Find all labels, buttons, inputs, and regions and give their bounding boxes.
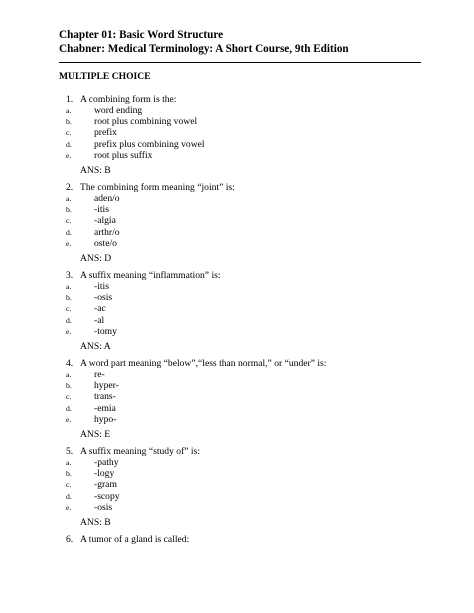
choice-text: prefix	[94, 127, 117, 139]
choice-text: -itis	[94, 281, 109, 292]
answer-choice	[0, 381, 300, 391]
answer-choice	[0, 106, 300, 116]
choice-text: root plus suffix	[94, 149, 153, 161]
answer-choice	[0, 327, 300, 337]
question-number: 2.	[66, 182, 74, 193]
choice-text: hyper-	[94, 380, 119, 392]
choice-text: root plus combining vowel	[94, 116, 198, 128]
answer-key: ANS: B	[80, 517, 111, 528]
answer-choice	[0, 117, 300, 127]
answer-choice	[0, 151, 300, 161]
question-stem: A suffix meaning “inflammation” is:	[80, 270, 221, 281]
answer-choice	[0, 458, 300, 468]
choice-text: oste/o	[94, 237, 117, 249]
answer-choice	[0, 216, 300, 226]
answer-choice	[0, 205, 300, 215]
choice-letter: c.	[66, 304, 72, 314]
choice-letter: c.	[66, 128, 72, 138]
choice-letter: a.	[66, 106, 72, 115]
choice-letter: b.	[66, 469, 72, 479]
question-stem: A word part meaning “below”,“less than normal,” or “under” is:	[80, 358, 327, 369]
choice-text: arthr/o	[94, 226, 120, 238]
answer-choice	[0, 480, 300, 490]
choice-letter: c.	[66, 216, 72, 226]
choice-text: -osis	[94, 501, 113, 513]
choice-letter: b.	[66, 205, 72, 215]
choice-text: hypo-	[94, 413, 117, 425]
answer-choice	[0, 469, 300, 479]
choice-text: -al	[94, 314, 105, 326]
answer-choice	[0, 404, 300, 414]
question-stem: The combining form meaning “joint” is:	[80, 182, 235, 193]
choice-text: -gram	[94, 479, 117, 491]
question-number: 1.	[66, 94, 74, 105]
chapter-title: Chapter 01: Basic Word Structure	[59, 29, 224, 41]
choice-text: -itis	[94, 204, 109, 216]
choice-letter: c.	[66, 392, 72, 402]
choice-letter: d.	[66, 315, 72, 325]
answer-choice	[0, 140, 300, 150]
choice-letter: a.	[66, 370, 72, 379]
answer-choice	[0, 282, 300, 292]
answer-choice	[0, 392, 300, 402]
choice-letter: b.	[66, 293, 72, 303]
answer-key: ANS: A	[80, 341, 111, 352]
choice-letter: e.	[66, 238, 72, 248]
choice-letter: d.	[66, 227, 72, 237]
answer-choice	[0, 415, 300, 425]
question-number: 4.	[66, 358, 74, 369]
choice-text: -ac	[94, 303, 106, 315]
choice-text: -tomy	[94, 325, 117, 337]
choice-text: -osis	[94, 292, 113, 304]
choice-letter: e.	[66, 502, 72, 512]
choice-text: -pathy	[94, 457, 119, 468]
choice-letter: d.	[66, 139, 72, 149]
choice-letter: e.	[66, 326, 72, 336]
question-stem: A suffix meaning “study of” is:	[80, 446, 200, 457]
choice-letter: c.	[66, 480, 72, 490]
choice-letter: d.	[66, 403, 72, 413]
answer-choice	[0, 293, 300, 303]
choice-text: -logy	[94, 468, 115, 480]
answer-key: ANS: B	[80, 165, 111, 176]
choice-letter: e.	[66, 150, 72, 160]
choice-text: -algia	[94, 215, 116, 227]
answer-choice	[0, 304, 300, 314]
book-title: Chabner: Medical Terminology: A Short Course, 9th Edition	[59, 43, 349, 55]
choice-text: -scopy	[94, 490, 120, 502]
document-header	[59, 28, 419, 56]
choice-text: -emia	[94, 402, 116, 414]
answer-key: ANS: E	[80, 429, 111, 440]
question-number: 3.	[66, 270, 74, 281]
answer-choice	[0, 492, 300, 502]
choice-letter: a.	[66, 458, 72, 467]
choice-letter: b.	[66, 381, 72, 391]
choice-letter: b.	[66, 117, 72, 127]
answer-key: ANS: D	[80, 253, 112, 264]
choice-letter: a.	[66, 282, 72, 291]
choice-text: word ending	[94, 105, 143, 116]
choice-letter: a.	[66, 194, 72, 203]
question-stem: A tumor of a gland is called:	[80, 534, 190, 545]
answer-choice	[0, 370, 300, 380]
answer-choice	[0, 128, 300, 138]
answer-choice	[0, 316, 300, 326]
answer-choice	[0, 228, 300, 238]
question-stem: A combining form is the:	[80, 94, 177, 105]
choice-text: trans-	[94, 391, 116, 403]
answer-choice	[0, 239, 300, 249]
answer-choice	[0, 503, 300, 513]
choice-letter: d.	[66, 491, 72, 501]
choice-letter: e.	[66, 414, 72, 424]
choice-text: prefix plus combining vowel	[94, 138, 205, 150]
choice-text: aden/o	[94, 193, 120, 204]
choice-text: re-	[94, 369, 105, 380]
header-rule	[59, 62, 421, 63]
question-number: 6.	[66, 534, 74, 545]
question-number: 5.	[66, 446, 74, 457]
section-title: MULTIPLE CHOICE	[59, 71, 151, 82]
answer-choice	[0, 194, 300, 204]
